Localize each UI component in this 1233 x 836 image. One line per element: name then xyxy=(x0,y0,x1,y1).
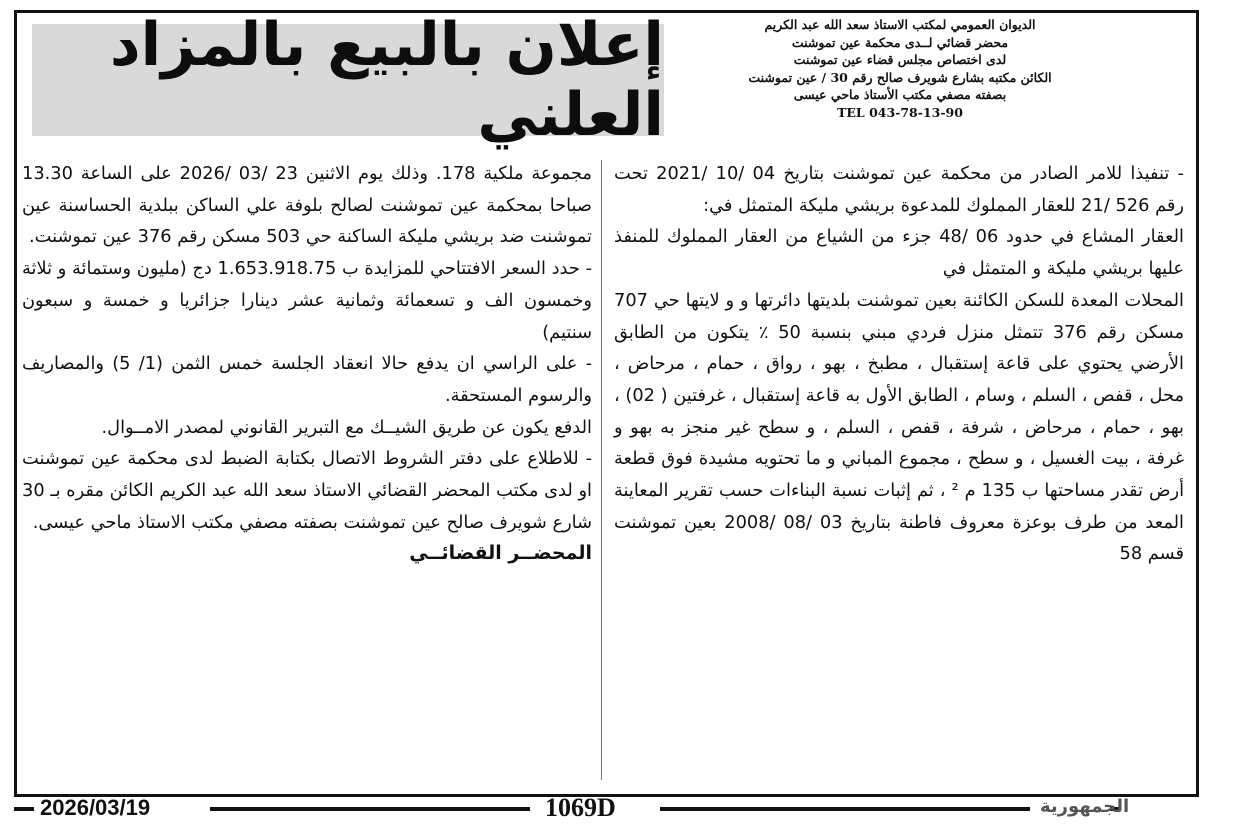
ad-title: إعلان بالبيع بالمزاد العلني xyxy=(109,10,664,150)
paragraph: مجموعة ملكية 178. وذلك يوم الاثنين 23 /03 /2026 على الساعة 13.30 صباحا بمحكمة عين تموشنت لصالح بلوفة علي الساكن ببلدية الحساسنة عين تموشنت ضد بريشي مليكة الساكنة حي 503 مسكن رقم 376 عين تموشنت. xyxy=(22,163,592,248)
footer-date: 2026/03/19 xyxy=(40,795,151,820)
bailiff-office-header xyxy=(700,16,1100,121)
office-line: لدى اختصاص مجلس قضاء عين تموشنت xyxy=(793,52,1007,67)
column-divider xyxy=(601,160,602,780)
publication-logo: الجمهورية xyxy=(1040,796,1130,817)
footer-rule xyxy=(660,807,1030,811)
paragraph: - للاطلاع على دفتر الشروط الاتصال بكتابة الضبط لدى محكمة عين تموشنت او لدى مكتب المحضر القضائي الاستاذ سعد الله عبد الكريم الكائن مقره بـ 30 شارع شويرف صالح عين تموشنت بصفته مصفي مكتب الاستاذ ماحي عيسى. xyxy=(22,448,592,533)
footer-page-code: 1069D xyxy=(545,793,616,822)
right-column xyxy=(614,158,1184,570)
paragraph: - تنفيذا للامر الصادر من محكمة عين تموشنت بتاريخ 04 /10 /2021 تحت رقم 526 /21 للعقار المملوك للمدعوة بريشي مليكة المتمثل في: xyxy=(614,163,1184,216)
left-column xyxy=(22,158,592,570)
office-line: الكائن مكتبه بشارع شويرف صالح رقم 30 / عين تموشنت xyxy=(748,69,1052,85)
footer-rule xyxy=(14,807,34,811)
office-line: الديوان العمومي لمكتب الاستاذ سعد الله عبد الكريم xyxy=(764,17,1036,32)
title-banner xyxy=(32,10,664,150)
paragraph: الدفع يكون عن طريق الشيــك مع التبرير القانوني لمصدر الامــوال. xyxy=(101,416,592,438)
paragraph: - حدد السعر الافتتاحي للمزايدة ب 1.653.918.75 دج (مليون وستمائة و ثلاثة وخمسون الف و تسعمائة وثمانية عشر دينارا جزائريا و خمسة و سبعون سنتيم) xyxy=(22,258,592,343)
office-line: بصفته مصفي مكتب الأستاذ ماحي عيسى xyxy=(793,87,1007,102)
paragraph: العقار المشاع في حدود 06 /48 جزء من الشياع من العقار المملوك للمنفذ عليها بريشي مليكة و المتمثل في xyxy=(614,226,1184,280)
office-line: محضر قضائي لــدى محكمة عين تموشنت xyxy=(791,34,1009,50)
office-phone: TEL 043-78-13-90 xyxy=(837,104,963,120)
paragraph: - على الراسي ان يدفع حالا انعقاد الجلسة خمس الثمن (1/ 5) والمصاريف والرسوم المستحقة. xyxy=(22,353,592,406)
signature: المحضــر القضائــي xyxy=(409,542,592,565)
footer-rule xyxy=(210,807,530,811)
paragraph: المحلات المعدة للسكن الكائنة بعين تموشنت بلديتها دائرتها و و لايتها حي 707 مسكن رقم 376 تتمثل منزل فردي مبني بنسبة 50 ٪ يتكون من الطابق الأرضي يحتوي على قاعة إستقبال ، مطبخ ، بهو ، رواق ، حمام ، مرحاض ، محل ، قفص ، السلم ، وسام ، الطابق الأول به قاعة إستقبال ، غرفتين ( 02) ، بهو ، حمام ، مرحاض ، شرفة ، قفص ، السلم ، و سطح غير منجز به بهو و غرفة ، بيت الغسيل ، و سطح ، مجموع المباني و ما تحتويه مشيدة فوق قطعة أرض تقدر مساحتها ب 135 م ² ، ثم إثبات نسبة البناءات حسب تقرير المعاينة المعد من طرف بوعزة معروف فاطنة بتاريخ 03 /08 /2008 بعين تموشنت قسم 58 xyxy=(614,289,1185,565)
